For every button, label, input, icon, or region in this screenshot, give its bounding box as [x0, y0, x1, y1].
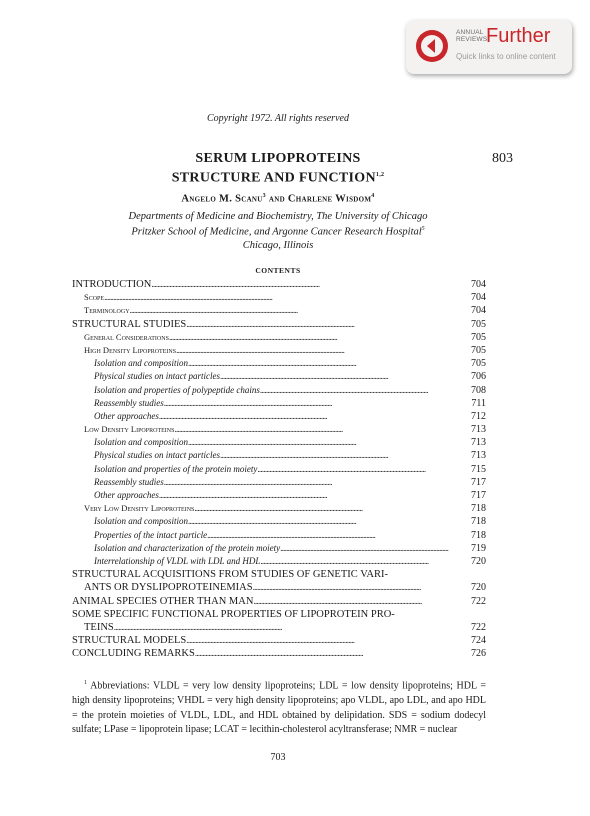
- toc-entry-page: 705: [471, 331, 486, 343]
- toc-entry[interactable]: [72, 556, 486, 569]
- toc-entry[interactable]: [72, 398, 486, 411]
- toc-entry-label: TEINS: [84, 621, 114, 633]
- toc-entry[interactable]: [72, 464, 486, 477]
- badge-subtitle: Quick links to online content: [456, 52, 556, 61]
- toc-leader-dots: [220, 450, 460, 460]
- toc-entry[interactable]: [72, 319, 486, 332]
- toc-entry-page: 718: [471, 516, 486, 528]
- toc-leader-dots: [257, 464, 460, 474]
- toc-leader-dots: [169, 332, 460, 342]
- table-of-contents: [72, 279, 486, 661]
- toc-entry-label: Interrelationship of VLDL with LDL and HDL: [94, 555, 261, 566]
- toc-entry-page: 704: [471, 305, 486, 317]
- toc-leader-dots: [188, 358, 460, 368]
- toc-entry-label: Isolation and composition: [94, 516, 188, 527]
- toc-leader-dots: [260, 556, 460, 566]
- toc-leader-dots: [174, 424, 460, 434]
- toc-entry[interactable]: [72, 305, 486, 318]
- toc-entry-label: Physical studies on intact particles: [94, 450, 220, 461]
- toc-entry-page: 705: [471, 318, 486, 330]
- toc-entry-label: STRUCTURAL ACQUISITIONS FROM STUDIES OF GENETIC VARI-: [72, 569, 388, 581]
- toc-entry-page: 704: [471, 279, 486, 290]
- toc-entry-label: Reassembly studies: [94, 397, 164, 408]
- article-title: [0, 151, 556, 187]
- toc-leader-dots: [188, 437, 460, 447]
- toc-entry-page: 720: [471, 555, 486, 567]
- further-links-badge[interactable]: [406, 20, 572, 74]
- badge-publisher: ANNUAL REVIEWS: [456, 29, 488, 43]
- toc-entry-page: 713: [471, 424, 486, 436]
- authors: Angelo M. Scanu$^3$ and Charlene Wisdom$^4$: [181, 193, 375, 205]
- page-number-bottom: 703: [270, 752, 286, 763]
- toc-entry-label: CONCLUDING REMARKS: [72, 648, 195, 660]
- toc-entry-page: 718: [471, 503, 486, 515]
- toc-leader-dots: [104, 292, 460, 302]
- toc-entry-label: STRUCTURAL STUDIES: [72, 318, 187, 330]
- toc-entry-page: 708: [471, 384, 486, 396]
- toc-leader-dots: [280, 543, 460, 553]
- toc-leader-dots: [195, 648, 460, 658]
- toc-entry-page: 715: [471, 463, 486, 475]
- toc-entry[interactable]: [72, 609, 486, 622]
- toc-entry[interactable]: [72, 569, 486, 582]
- contents-heading: CONTENTS: [255, 266, 301, 275]
- toc-leader-dots: [114, 622, 460, 632]
- toc-entry[interactable]: [72, 385, 486, 398]
- toc-entry-label: Terminology: [84, 305, 130, 316]
- toc-leader-dots: [194, 503, 460, 513]
- toc-entry[interactable]: [72, 279, 486, 292]
- toc-entry-page: 720: [471, 582, 486, 594]
- toc-leader-dots: [159, 411, 460, 421]
- toc-entry-page: 722: [471, 621, 486, 633]
- toc-entry[interactable]: [72, 648, 486, 661]
- toc-entry-label: Isolation and composition: [94, 437, 188, 448]
- toc-entry-page: 726: [471, 648, 486, 660]
- toc-entry[interactable]: [72, 516, 486, 529]
- toc-leader-dots: [130, 305, 460, 315]
- toc-leader-dots: [164, 398, 460, 408]
- play-arrow-icon: [415, 29, 449, 63]
- toc-entry[interactable]: [72, 292, 486, 305]
- toc-entry[interactable]: [72, 345, 486, 358]
- toc-entry-page: 712: [471, 410, 486, 422]
- toc-entry-label: STRUCTURAL MODELS: [72, 635, 187, 647]
- toc-entry-label: Low Density Lipoproteins: [84, 424, 175, 435]
- toc-leader-dots: [220, 371, 460, 381]
- toc-entry-label: Scope: [84, 292, 105, 303]
- toc-entry-label: Very Low Density Lipoproteins: [84, 503, 195, 514]
- toc-entry-page: 705: [471, 358, 486, 370]
- toc-leader-dots: [207, 530, 460, 540]
- badge-title: Further: [486, 25, 551, 47]
- toc-entry-page: 705: [471, 344, 486, 356]
- toc-entry[interactable]: [72, 503, 486, 516]
- title-line-2: STRUCTURE AND FUNCTION$^{1,2}$: [171, 170, 385, 186]
- toc-entry-label: Other approaches: [94, 490, 159, 500]
- title-line-1: SERUM LIPOPROTEINS: [195, 151, 361, 166]
- toc-entry[interactable]: [72, 490, 486, 503]
- toc-entry-page: 718: [471, 529, 486, 541]
- toc-entry-label: ANTS OR DYSLIPOPROTEINEMIAS: [84, 582, 253, 594]
- toc-leader-dots: [188, 516, 460, 526]
- toc-entry[interactable]: [72, 332, 486, 345]
- toc-entry-page: 719: [471, 542, 486, 554]
- affiliation: Departments of Medicine and Biochemistry, The University of Chicago Pritzker School of Medicine, and Argonne Cancer Research Hospital$^5$ Chicago, Illinois: [128, 211, 428, 251]
- toc-leader-dots: [164, 477, 460, 487]
- toc-entry-page: 713: [471, 450, 486, 462]
- page-number-top: 803: [492, 151, 513, 166]
- toc-leader-dots: [176, 345, 460, 355]
- toc-entry-label: General Considerations: [84, 331, 169, 342]
- toc-entry-page: 711: [471, 397, 486, 409]
- toc-leader-dots: [260, 385, 460, 395]
- toc-entry-page: 722: [471, 595, 486, 607]
- toc-entry[interactable]: [72, 424, 486, 437]
- toc-entry-label: Isolation and properties of polypeptide chains: [94, 384, 260, 395]
- toc-entry[interactable]: [72, 543, 486, 556]
- toc-entry-label: Properties of the intact particle: [94, 529, 208, 540]
- toc-entry-label: Isolation and properties of the protein moiety: [94, 463, 258, 474]
- toc-entry-label: Reassembly studies: [94, 476, 164, 487]
- toc-entry[interactable]: [72, 622, 486, 635]
- footnote: $^1$ Abbreviations: VLDL = very low density lipoproteins; LDL = low density lipoproteins; HDL = high density lipoproteins; VHDL = very high density lipoproteins; apo VLDL, apo LDL, and apo HDL = the protein moieties of VLDL, LDL, and HDL obtained by delipidation. SDS = sodium dodecyl sulfate; LPase = lipoprotein lipase; LCAT = lecithin-cholesterol acyltransferase; NMR = nuclear: [72, 680, 486, 736]
- toc-entry-page: 724: [471, 635, 486, 647]
- toc-entry[interactable]: [72, 530, 486, 543]
- toc-entry-page: 704: [471, 292, 486, 304]
- toc-entry-label: ANIMAL SPECIES OTHER THAN MAN: [72, 595, 254, 607]
- toc-entry[interactable]: [72, 437, 486, 450]
- toc-entry-page: 717: [471, 476, 486, 488]
- toc-entry-page: 713: [471, 437, 486, 449]
- toc-entry[interactable]: [72, 358, 486, 371]
- toc-entry-label: High Density Lipoproteins: [84, 344, 177, 355]
- toc-entry[interactable]: [72, 450, 486, 463]
- toc-entry-label: Isolation and characterization of the protein moiety: [94, 542, 281, 553]
- toc-leader-dots: [151, 279, 460, 289]
- toc-entry[interactable]: [72, 635, 486, 648]
- toc-entry[interactable]: [72, 596, 486, 609]
- toc-entry-label: Other approaches: [94, 410, 159, 421]
- toc-leader-dots: [159, 490, 460, 500]
- toc-entry[interactable]: [72, 371, 486, 384]
- toc-entry[interactable]: [72, 411, 486, 424]
- toc-entry-page: 717: [471, 490, 486, 501]
- copyright-line: Copyright 1972. All rights reserved: [207, 113, 349, 124]
- toc-entry-label: INTRODUCTION: [72, 279, 152, 290]
- toc-leader-dots: [186, 319, 460, 329]
- toc-entry[interactable]: [72, 582, 486, 595]
- toc-leader-dots: [253, 582, 460, 592]
- toc-leader-dots: [186, 635, 460, 645]
- toc-entry-label: Physical studies on intact particles: [94, 371, 220, 382]
- toc-leader-dots: [253, 596, 460, 606]
- toc-entry-page: 706: [471, 371, 486, 383]
- toc-entry-label: Isolation and composition: [94, 358, 188, 369]
- toc-entry-label: SOME SPECIFIC FUNCTIONAL PROPERTIES OF LIPOPROTEIN PRO-: [72, 608, 395, 620]
- toc-entry[interactable]: [72, 477, 486, 490]
